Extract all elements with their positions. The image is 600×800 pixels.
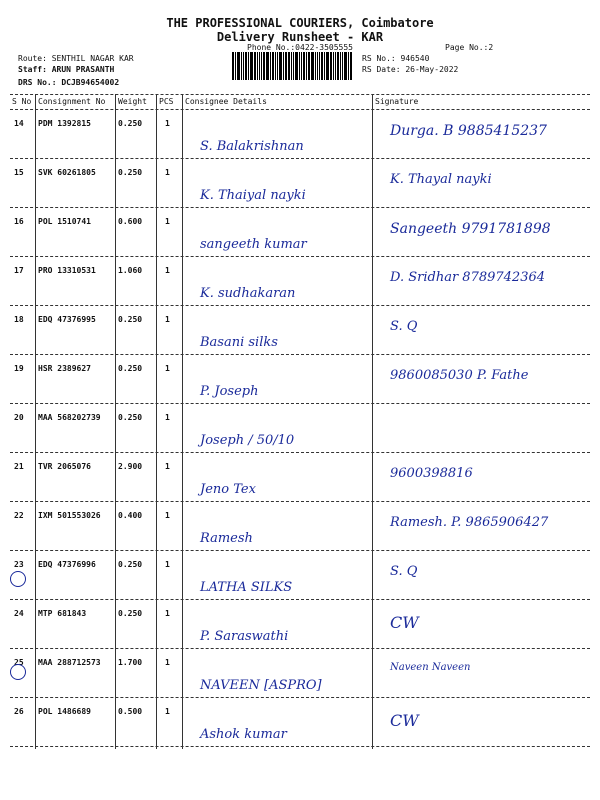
sno-cell: 16 <box>14 217 24 226</box>
weight-cell: 0.250 <box>118 168 143 177</box>
consignee-handwritten: K. Thaiyal nayki <box>200 188 306 203</box>
table-row <box>10 109 590 158</box>
sno-cell: 22 <box>14 511 24 520</box>
weight-cell: 0.250 <box>118 560 143 569</box>
pcs-cell: 1 <box>165 266 170 275</box>
table-row <box>10 256 590 305</box>
col-weight: Weight <box>118 97 147 106</box>
signature-handwritten: Durga. B 9885415237 <box>390 123 547 139</box>
consignment-cell: EDQ 47376995 <box>38 315 96 324</box>
signature-handwritten: CW <box>390 613 419 632</box>
rs-number: RS No.: 946540 <box>362 54 430 63</box>
consignment-cell: SVK 60261805 <box>38 168 96 177</box>
sno-cell: 14 <box>14 119 24 128</box>
consignee-handwritten: LATHA SILKS <box>200 580 293 595</box>
table-row <box>10 599 590 648</box>
consignee-handwritten: sangeeth kumar <box>200 237 307 252</box>
rs-date: RS Date: 26-May-2022 <box>362 65 459 74</box>
weight-cell: 1.060 <box>118 266 143 275</box>
consignment-cell: TVR 2065076 <box>38 462 91 471</box>
sno-cell: 21 <box>14 462 24 471</box>
pcs-cell: 1 <box>165 462 170 471</box>
drs-number: DRS No.: DCJB94654002 <box>18 78 120 87</box>
consignment-cell: IXM 501553026 <box>38 511 101 520</box>
barcode <box>232 52 364 80</box>
consignee-handwritten: P. Saraswathi <box>200 629 289 644</box>
weight-cell: 1.700 <box>118 658 143 667</box>
table-row <box>10 305 590 354</box>
runsheet-table <box>10 94 590 749</box>
table-row <box>10 158 590 207</box>
consignment-cell: PDM 1392815 <box>38 119 91 128</box>
consignment-cell: MTP 681843 <box>38 609 87 618</box>
table-row <box>10 697 590 746</box>
route-label: Route: SENTHIL NAGAR KAR <box>18 54 134 63</box>
consignment-cell: POL 1510741 <box>38 217 91 226</box>
signature-handwritten: D. Sridhar 8789742364 <box>390 270 546 285</box>
consignment-cell: MAA 288712573 <box>38 658 101 667</box>
sno-cell: 20 <box>14 413 24 422</box>
weight-cell: 0.250 <box>118 413 143 422</box>
pcs-cell: 1 <box>165 217 170 226</box>
signature-handwritten: Ramesh. P. 9865906427 <box>390 515 549 530</box>
consignee-handwritten: P. Joseph <box>200 384 259 399</box>
table-row <box>10 648 590 697</box>
pcs-cell: 1 <box>165 413 170 422</box>
table-row <box>10 452 590 501</box>
consignment-cell: POL 1486689 <box>38 707 91 716</box>
consignee-handwritten: Ramesh <box>200 531 253 546</box>
pcs-cell: 1 <box>165 315 170 324</box>
pcs-cell: 1 <box>165 560 170 569</box>
consignment-cell: HSR 2389627 <box>38 364 91 373</box>
signature-handwritten: Sangeeth 9791781898 <box>390 221 551 237</box>
signature-handwritten: Naveen Naveen <box>390 662 471 673</box>
table-row <box>10 207 590 256</box>
table-row <box>10 501 590 550</box>
sno-cell: 26 <box>14 707 24 716</box>
col-pcs: PCS <box>159 97 174 106</box>
weight-cell: 0.250 <box>118 609 143 618</box>
pcs-cell: 1 <box>165 609 170 618</box>
consignee-handwritten: Joseph / 50/10 <box>200 433 295 448</box>
sno-cell: 24 <box>14 609 24 618</box>
weight-cell: 2.900 <box>118 462 143 471</box>
signature-handwritten: K. Thayal nayki <box>390 172 492 187</box>
consignment-cell: EDQ 47376996 <box>38 560 96 569</box>
circle-mark-24 <box>10 571 26 587</box>
consignee-handwritten: K. sudhakaran <box>200 286 296 301</box>
table-row <box>10 354 590 403</box>
consignee-handwritten: Jeno Tex <box>200 482 256 497</box>
consignee-handwritten: NAVEEN [ASPRO] <box>200 678 322 693</box>
signature-handwritten: S. Q <box>390 564 418 579</box>
document-title <box>0 16 600 44</box>
col-signature: Signature <box>375 97 419 106</box>
weight-cell: 0.600 <box>118 217 143 226</box>
signature-handwritten: 9860085030 P. Fathe <box>390 368 529 383</box>
sno-cell: 19 <box>14 364 24 373</box>
consignment-cell: PRO 13310531 <box>38 266 96 275</box>
signature-handwritten: 9600398816 <box>390 466 473 481</box>
sno-cell: 15 <box>14 168 24 177</box>
weight-cell: 0.250 <box>118 364 143 373</box>
sno-cell: 17 <box>14 266 24 275</box>
pcs-cell: 1 <box>165 168 170 177</box>
runsheet-title: Delivery Runsheet - KAR <box>216 30 384 44</box>
col-consignee: Consignee Details <box>185 97 267 106</box>
company-name: THE PROFESSIONAL COURIERS, Coimbatore <box>166 16 434 30</box>
pcs-cell: 1 <box>165 658 170 667</box>
signature-handwritten: CW <box>390 711 419 730</box>
page-number: Page No.:2 <box>445 43 494 52</box>
consignee-handwritten: Basani silks <box>200 335 278 350</box>
weight-cell: 0.400 <box>118 511 143 520</box>
weight-cell: 0.250 <box>118 315 143 324</box>
weight-cell: 0.250 <box>118 119 143 128</box>
staff-label: Staff: ARUN PRASANTH <box>18 65 115 74</box>
table-row <box>10 403 590 452</box>
pcs-cell: 1 <box>165 364 170 373</box>
col-sno: S No <box>12 97 32 106</box>
col-consignment: Consignment No <box>38 97 106 106</box>
sno-cell: 23 <box>14 560 24 569</box>
pcs-cell: 1 <box>165 119 170 128</box>
pcs-cell: 1 <box>165 511 170 520</box>
phone-number: Phone No.:0422-3505555 <box>247 43 353 52</box>
table-row <box>10 550 590 599</box>
sno-cell: 25 <box>14 658 24 667</box>
consignment-cell: MAA 568202739 <box>38 413 101 422</box>
pcs-cell: 1 <box>165 707 170 716</box>
circle-mark-26 <box>10 664 26 680</box>
row-divider <box>10 746 590 747</box>
signature-handwritten: S. Q <box>390 319 418 334</box>
consignee-handwritten: S. Balakrishnan <box>200 139 304 154</box>
consignee-handwritten: Ashok kumar <box>200 727 287 742</box>
sno-cell: 18 <box>14 315 24 324</box>
weight-cell: 0.500 <box>118 707 143 716</box>
